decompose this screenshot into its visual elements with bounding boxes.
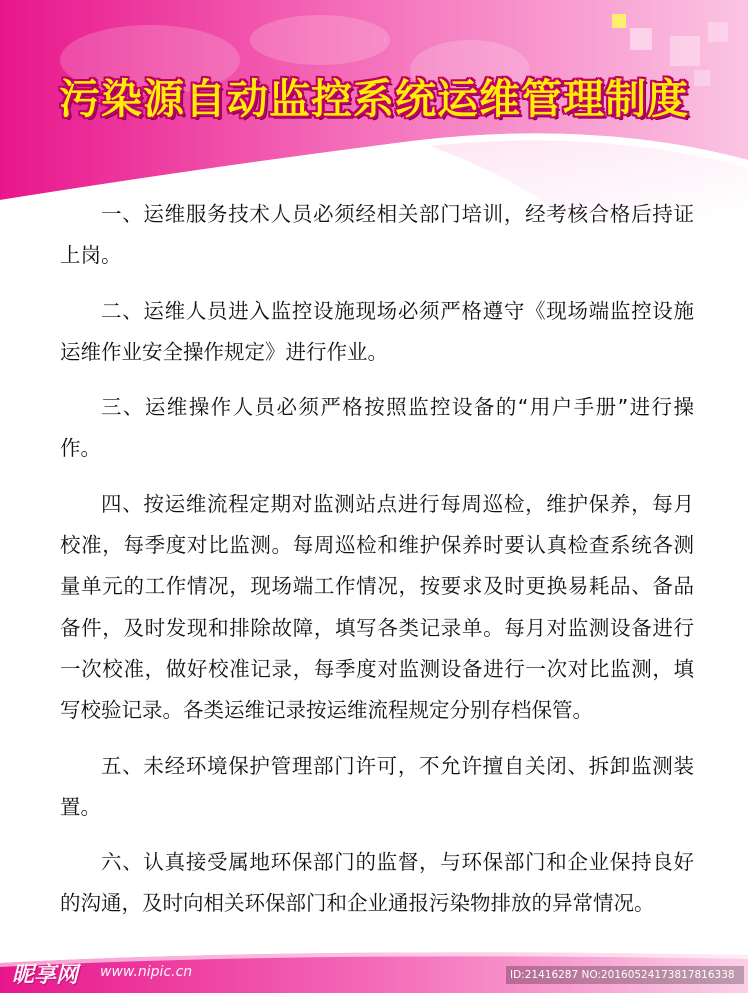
watermark-id: ID:21416287 NO:20160524173817816338 xyxy=(506,966,744,984)
regulation-item-6: 六、认真接受属地环保部门的监督，与环保部门和企业保持良好的沟通，及时向相关环保部门和企业通报污染物排放的异常情况。 xyxy=(60,850,694,916)
regulation-item-4: 四、按运维流程定期对监测站点进行每周巡检，维护保养，每月校准，每季度对比监测。每周巡检和维护保养时要认真检查系统各测量单元的工作情况，现场端工作情况，按要求及时更换易耗品、备品备件，及时发现和排除故障，填写各类记录单。每月对监测设备进行一次校准，做好校准记录，每季度对监测设备进行一次对比监测，填写校验记录。各类运维记录按运维流程规定分别存档保管。 xyxy=(60,491,694,723)
regulation-item-3: 三、运维操作人员必须严格按照监控设备的“用户手册”进行操作。 xyxy=(60,395,694,461)
regulation-item-1: 一、运维服务技术人员必须经相关部门培训，经考核合格后持证上岗。 xyxy=(60,202,694,268)
regulation-item-2: 二、运维人员进入监控设施现场必须严格遵守《现场端监控设施运维作业安全操作规定》进行作业。 xyxy=(60,298,694,364)
page-title: 污染源自动监控系统运维管理制度 xyxy=(59,75,689,123)
watermark-logo: 昵享网 xyxy=(12,963,79,988)
regulation-body xyxy=(60,194,694,939)
regulation-item-5: 五、未经环境保护管理部门许可，不允许擅自关闭、拆卸监测装置。 xyxy=(60,753,694,819)
decor-square xyxy=(670,36,700,66)
decor-square xyxy=(708,22,728,42)
decor-square xyxy=(612,14,626,28)
watermark-url: www.nipic.cn xyxy=(100,964,193,980)
decor-square xyxy=(630,28,652,50)
